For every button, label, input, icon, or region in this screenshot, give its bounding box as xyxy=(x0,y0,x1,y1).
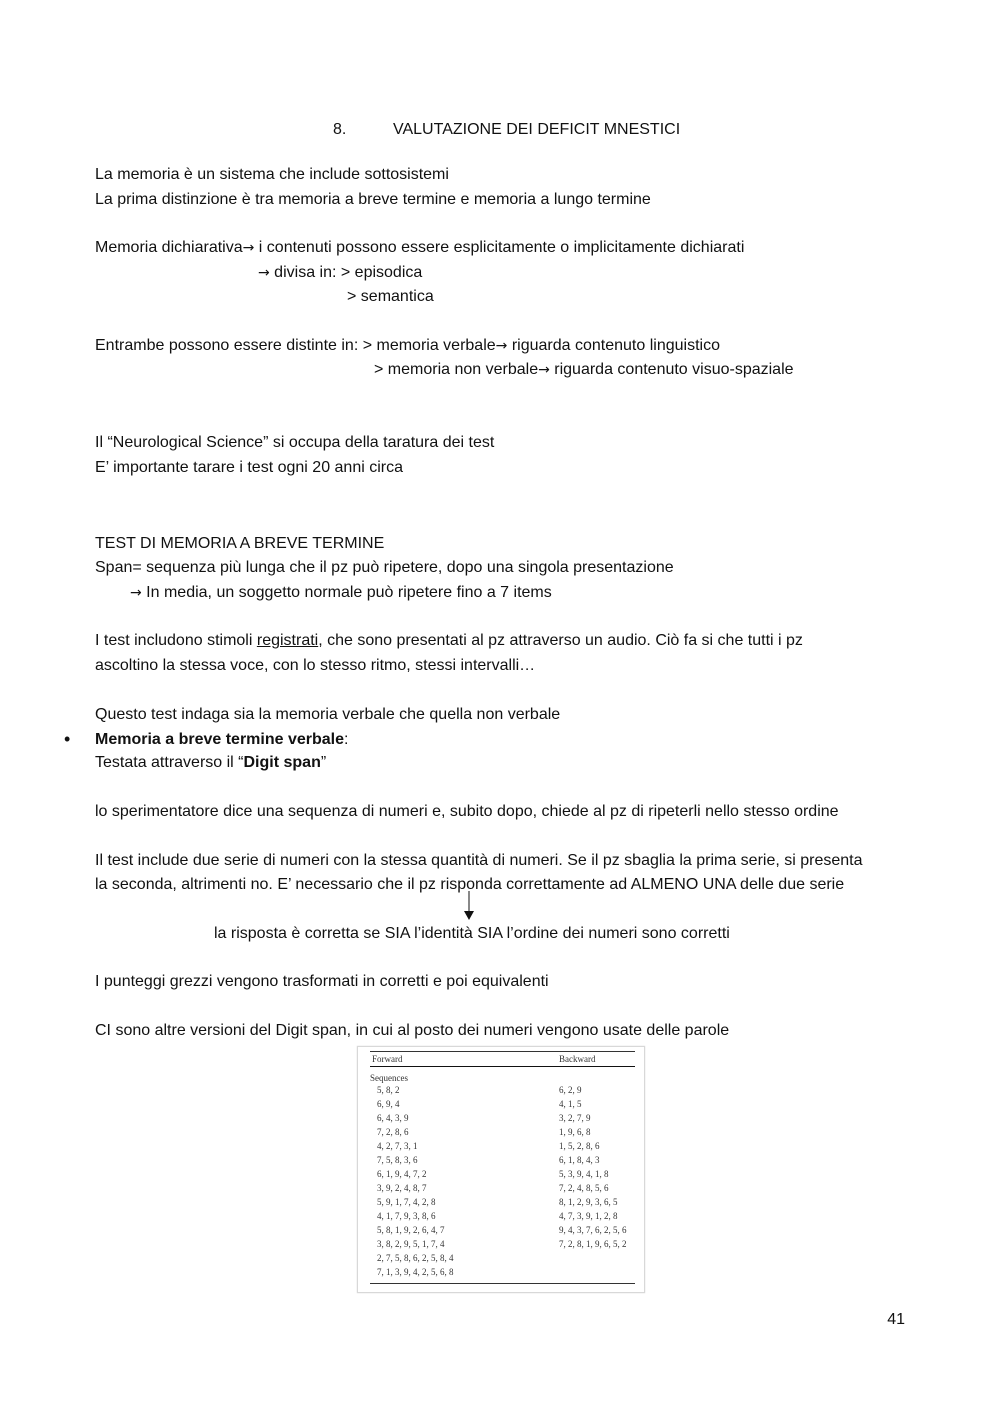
table-row xyxy=(370,1127,635,1141)
table-row xyxy=(370,1253,635,1267)
backward-sequence: 7, 2, 4, 8, 5, 6 xyxy=(559,1183,609,1193)
paragraph-line xyxy=(95,238,744,258)
paragraph-line xyxy=(374,360,794,380)
bold-text: Memoria a breve termine verbale xyxy=(95,731,345,748)
paragraph-line: La memoria è un sistema che include sottosistemi xyxy=(95,166,449,183)
digit-span-table-image xyxy=(357,1046,645,1293)
table-bottom-rule xyxy=(370,1283,635,1284)
section-number: 8. xyxy=(333,121,347,138)
forward-sequence: 3, 8, 2, 9, 5, 1, 7, 4 xyxy=(377,1239,445,1249)
backward-sequence: 8, 1, 2, 9, 3, 6, 5 xyxy=(559,1197,618,1207)
text-span: Testata attraverso il “ xyxy=(95,754,244,771)
right-arrow-icon: → xyxy=(538,362,550,378)
paragraph-line: Span= sequenza più lunga che il pz può ripetere, dopo una singola presentazione xyxy=(95,559,674,576)
paragraph-line: Questo test indaga sia la memoria verbale che quella non verbale xyxy=(95,706,561,723)
text-span: Memoria dichiarativa xyxy=(95,239,243,256)
column-header-forward: Forward xyxy=(372,1054,403,1064)
text-span: i contenuti possono essere esplicitamente o implicitamente dichiarati xyxy=(254,239,745,256)
table-row xyxy=(370,1197,635,1211)
backward-sequence: 7, 2, 8, 1, 9, 6, 5, 2 xyxy=(559,1239,627,1249)
backward-sequence: 1, 5, 2, 8, 6 xyxy=(559,1141,600,1151)
right-arrow-icon: → xyxy=(242,240,255,256)
page-number: 41 xyxy=(887,1311,905,1328)
forward-sequence: 3, 9, 2, 4, 8, 7 xyxy=(377,1183,427,1193)
digit-span-table xyxy=(370,1051,635,1284)
text-span: I test includono stimoli xyxy=(95,632,257,649)
table-row xyxy=(370,1239,635,1253)
forward-sequence: 6, 1, 9, 4, 7, 2 xyxy=(377,1169,427,1179)
table-row xyxy=(370,1267,635,1281)
paragraph-line: la seconda, altrimenti no. E’ necessario che il pz risponda correttamente ad ALMENO UNA delle due serie xyxy=(95,876,845,893)
paragraph-line xyxy=(130,583,552,603)
text-span: riguarda contenuto linguistico xyxy=(507,337,720,354)
table-row xyxy=(370,1113,635,1127)
right-arrow-icon: → xyxy=(258,265,270,281)
text-span: Entrambe possono essere distinte in: > memoria verbale xyxy=(95,337,496,354)
text-span: divisa in: > episodica xyxy=(269,264,423,281)
forward-sequence: 6, 9, 4 xyxy=(377,1099,400,1109)
table-row xyxy=(370,1085,635,1099)
section-heading xyxy=(333,121,680,139)
paragraph-line: > semantica xyxy=(347,288,434,305)
bullet-item xyxy=(95,730,348,750)
paragraph-line xyxy=(95,753,326,773)
table-row xyxy=(370,1183,635,1197)
text-span: , che sono presentati al pz attraverso un audio. Ciò fa si che tutti i pz xyxy=(318,632,803,649)
backward-sequence: 9, 4, 3, 7, 6, 2, 5, 6 xyxy=(559,1225,627,1235)
backward-sequence: 1, 9, 6, 8 xyxy=(559,1127,591,1137)
forward-sequence: 4, 1, 7, 9, 3, 8, 6 xyxy=(377,1211,436,1221)
paragraph-line xyxy=(258,263,422,283)
paragraph-line: lo sperimentatore dice una sequenza di numeri e, subito dopo, chiede al pz di ripeterli nello stesso ordine xyxy=(95,803,839,820)
column-header-backward: Backward xyxy=(559,1054,596,1064)
table-header xyxy=(370,1051,635,1067)
text-span: ” xyxy=(320,754,327,771)
right-arrow-icon: → xyxy=(130,585,142,601)
text-span: riguarda contenuto visuo-spaziale xyxy=(549,361,794,378)
paragraph-line: la risposta è corretta se SIA l’identità SIA l’ordine dei numeri sono corretti xyxy=(214,925,730,942)
table-row xyxy=(370,1211,635,1225)
section-title: VALUTAZIONE DEI DEFICIT MNESTICI xyxy=(393,121,681,138)
forward-sequence: 4, 2, 7, 3, 1 xyxy=(377,1141,418,1151)
paragraph-line: E’ importante tarare i test ogni 20 anni circa xyxy=(95,459,404,476)
backward-sequence: 6, 2, 9 xyxy=(559,1085,582,1095)
text-span: : xyxy=(344,731,349,748)
forward-sequence: 7, 5, 8, 3, 6 xyxy=(377,1155,418,1165)
forward-sequence: 7, 1, 3, 9, 4, 2, 5, 6, 8 xyxy=(377,1267,454,1277)
table-body xyxy=(370,1085,635,1281)
table-row xyxy=(370,1169,635,1183)
backward-sequence: 3, 2, 7, 9 xyxy=(559,1113,591,1123)
bullet-icon: • xyxy=(64,729,71,749)
paragraph-line xyxy=(95,631,803,651)
paragraph-line: I punteggi grezzi vengono trasformati in corretti e poi equivalenti xyxy=(95,973,549,990)
paragraph-line: Il test include due serie di numeri con la stessa quantità di numeri. Se il pz sbaglia la prima serie, si presenta xyxy=(95,852,863,869)
backward-sequence: 4, 7, 3, 9, 1, 2, 8 xyxy=(559,1211,618,1221)
text-span: > memoria non verbale xyxy=(374,361,539,378)
table-row xyxy=(370,1099,635,1113)
paragraph-line: ascoltino la stessa voce, con lo stesso ritmo, stessi intervalli… xyxy=(95,657,536,674)
table-row xyxy=(370,1141,635,1155)
paragraph-line: CI sono altre versioni del Digit span, in cui al posto dei numeri vengono usate delle parole xyxy=(95,1022,730,1039)
forward-sequence: 2, 7, 5, 8, 6, 2, 5, 8, 4 xyxy=(377,1253,454,1263)
backward-sequence: 6, 1, 8, 4, 3 xyxy=(559,1155,600,1165)
text-span: In media, un soggetto normale può ripetere fino a 7 items xyxy=(141,584,552,601)
backward-sequence: 5, 3, 9, 4, 1, 8 xyxy=(559,1169,609,1179)
paragraph-line: Il “Neurological Science” si occupa della taratura dei test xyxy=(95,434,495,451)
paragraph-line: La prima distinzione è tra memoria a breve termine e memoria a lungo termine xyxy=(95,191,651,208)
forward-sequence: 5, 9, 1, 7, 4, 2, 8 xyxy=(377,1197,436,1207)
table-subheader: Sequences xyxy=(370,1073,408,1083)
forward-sequence: 5, 8, 1, 9, 2, 6, 4, 7 xyxy=(377,1225,445,1235)
underlined-text: registrati xyxy=(256,632,319,649)
subsection-title: TEST DI MEMORIA A BREVE TERMINE xyxy=(95,535,385,552)
forward-sequence: 6, 4, 3, 9 xyxy=(377,1113,409,1123)
bold-text: Digit span xyxy=(243,754,321,771)
forward-sequence: 7, 2, 8, 6 xyxy=(377,1127,409,1137)
right-arrow-icon: → xyxy=(495,338,508,354)
down-arrow-icon xyxy=(463,891,475,921)
paragraph-line xyxy=(95,336,720,356)
table-row xyxy=(370,1155,635,1169)
forward-sequence: 5, 8, 2 xyxy=(377,1085,400,1095)
table-row xyxy=(370,1225,635,1239)
backward-sequence: 4, 1, 5 xyxy=(559,1099,582,1109)
